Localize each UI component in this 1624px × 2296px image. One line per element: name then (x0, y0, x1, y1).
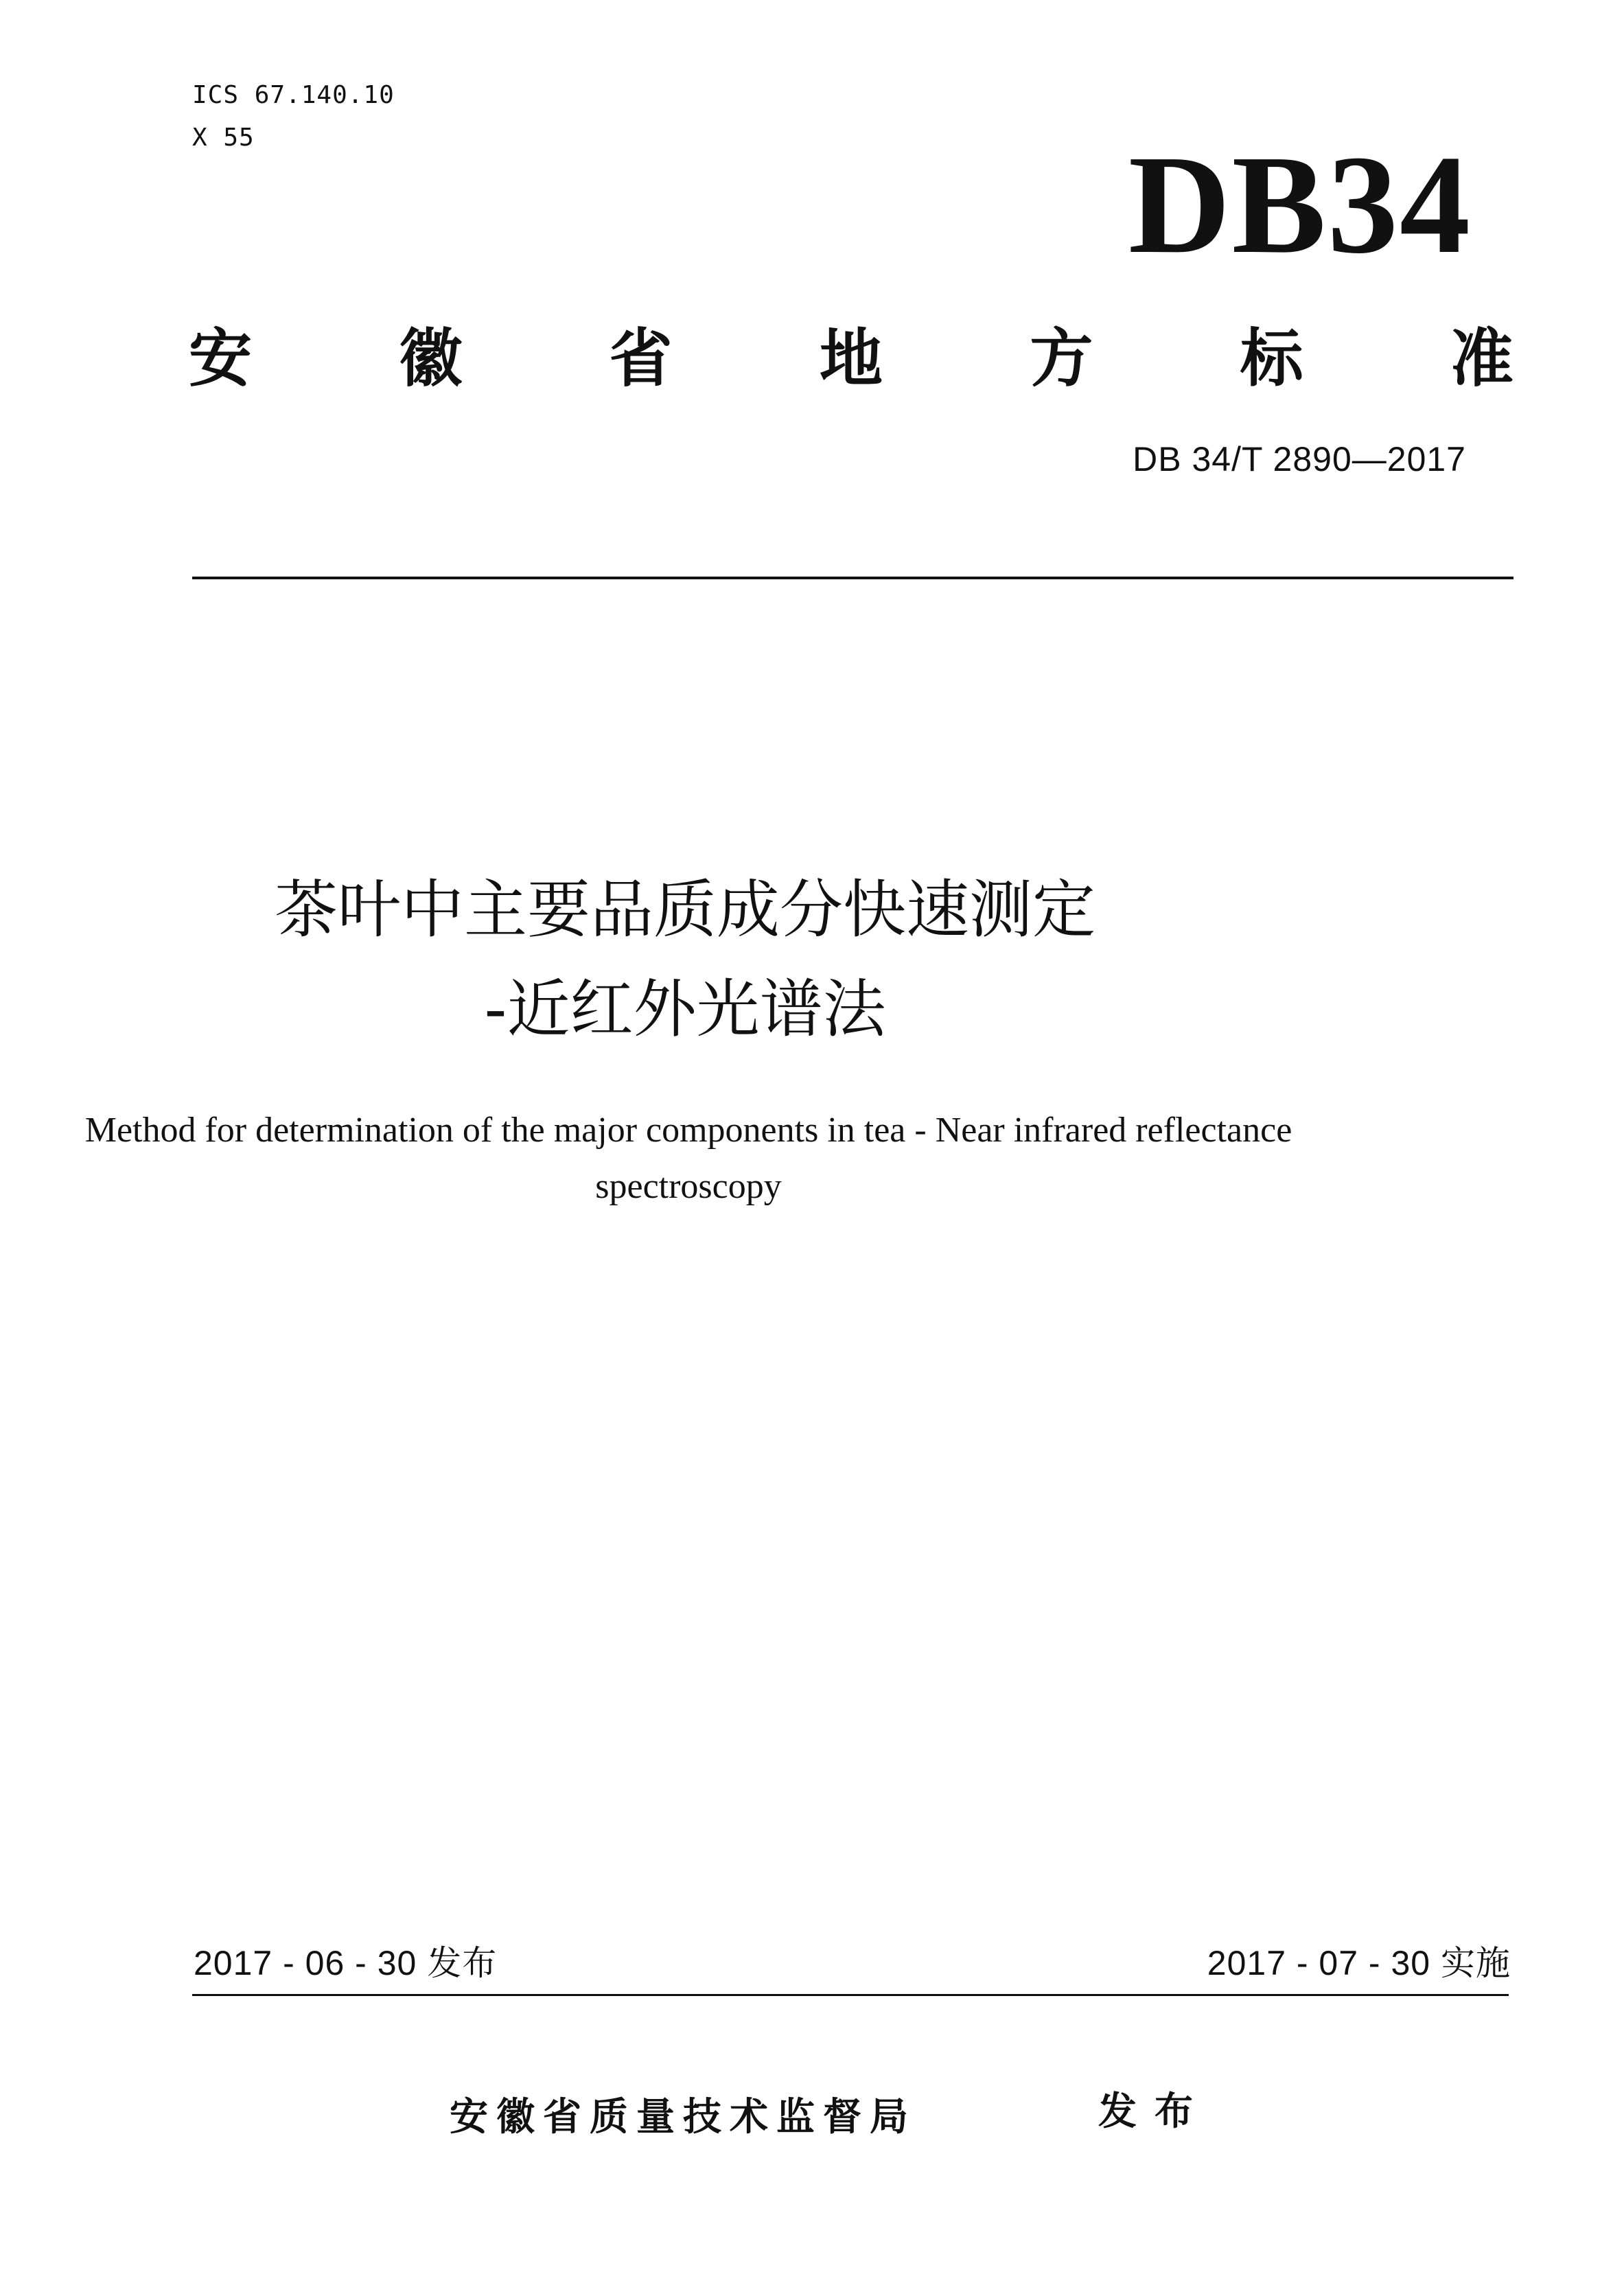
standard-type-char: 安 (189, 322, 253, 395)
english-title-line-1: Method for determination of the major components in tea - Near infrared reflectance (84, 1111, 1292, 1150)
ics-code: ICS 67.140.10 (192, 81, 395, 109)
bottom-divider (192, 1994, 1509, 1996)
standard-type-char: 标 (1240, 322, 1303, 395)
standard-type-char: 徽 (399, 322, 463, 395)
standard-number: DB 34/T 2890—2017 (1133, 440, 1466, 478)
implementation-date: 2017 - 07 - 30 实施 (1207, 1944, 1511, 1982)
standard-type-char: 方 (1030, 322, 1093, 395)
issue-date: 2017 - 06 - 30 发布 (194, 1944, 498, 1982)
standard-type-char: 准 (1450, 322, 1513, 395)
top-divider (192, 577, 1513, 579)
standard-type-char: 地 (819, 322, 883, 395)
issuing-authority: 安徽省质量技术监督局 (450, 2095, 916, 2140)
chinese-title-line-2: -近红外光谱法 (484, 973, 886, 1046)
standard-type-char: 省 (609, 322, 673, 395)
db-code-logo: DB34 (1128, 126, 1472, 283)
classification-code: X 55 (192, 124, 255, 152)
issue-label: 发布 (1098, 2089, 1211, 2134)
chinese-title-line-1: 茶叶中主要品质成分快速测定 (274, 873, 1095, 947)
english-title-line-2: spectroscopy (595, 1167, 782, 1206)
standard-type-heading (189, 312, 1513, 395)
